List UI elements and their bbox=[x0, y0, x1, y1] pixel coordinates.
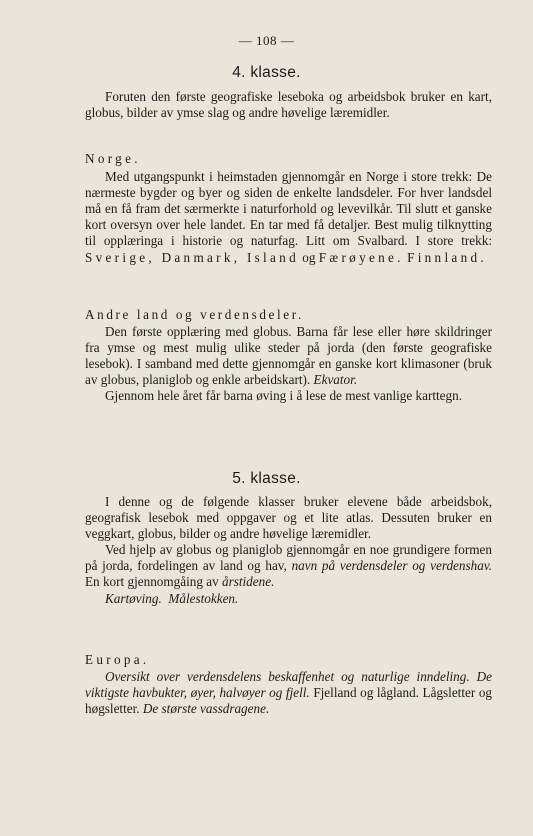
ekvator: Ekvator. bbox=[313, 372, 358, 388]
klasse-5-paragraph-2 bbox=[85, 542, 492, 590]
norge-label: Norge. bbox=[85, 151, 141, 166]
andre-land-section bbox=[85, 307, 492, 405]
og-word: og bbox=[302, 249, 316, 265]
heading-klasse-4: 4. klasse. bbox=[232, 64, 301, 81]
faeroyene: Færøyene. bbox=[318, 249, 404, 265]
europa-label: Europa. bbox=[85, 652, 150, 667]
heading-klasse-5: 5. klasse. bbox=[232, 470, 301, 487]
norge-text: Med utgangspunkt i heimstaden gjennomgår en Norge i store trekk: De nærmeste bygder og byer og siden de enkelte landsdeler. For hver landsdel må en få fram det særmerkte i naturforhold og levevilkår. Til slutt et ganske kort oversyn over hele landet. En tar med få detaljer. Best mulig tilknytting til opplæringa i historie og naturfag. Litt om Svalbard. I store trekk: bbox=[85, 169, 492, 249]
europa-italic-2: De største vassdragene. bbox=[142, 701, 270, 717]
para2-plain: Ved hjelp av globus og planiglob gjennomgår en noe grundigere formen på jorda, fordelingen av land og hav, bbox=[85, 542, 492, 574]
andre-land-label: Andre land og verdensdeler. bbox=[85, 307, 304, 322]
europa-plain: Fjelland og lågland. Lågsletter og høgsletter. bbox=[85, 685, 493, 717]
klasse-5-paragraph-1: I denne og de følgende klasser bruker elevene både arbeidsbok, geografisk lesebok med oppgaver og et lite atlas. Dessuten bruker en veggkart, globus, bilder og andre høvelige læremidler. bbox=[85, 494, 492, 542]
andre-land-paragraph-2: Gjennom hele året får barna øving i å lese de mest vanlige karttegn. bbox=[105, 388, 463, 404]
europa-paragraph bbox=[85, 669, 492, 717]
page-number: — 108 — bbox=[238, 33, 295, 48]
klasse-4-intro bbox=[85, 89, 492, 121]
para2-italic2: årstidene. bbox=[221, 574, 275, 590]
para2-plain2: En kort gjennomgåing av bbox=[85, 574, 219, 590]
norge-paragraph bbox=[85, 169, 492, 266]
countries-list: Sverige, Danmark, Island bbox=[85, 249, 299, 265]
europa-italic-1: Oversikt over verdensdelens beskaffenhet og naturlige inndeling. De viktigste havbukter, øyer, halvøyer og fjell. bbox=[85, 669, 492, 701]
andre-text-1: Den første opplæring med globus. Barna får lese eller høre skildringer fra ymse og mest mulig ulike steder på jorda (den første geografiske lesebok). I samband med dette gjennomgår en ganske kort klimasoner (bruk av globus, planiglob og enkle arbeidskart). bbox=[85, 324, 492, 388]
norge-section bbox=[85, 151, 492, 266]
para2-italic: navn på verdensdeler og verdenshav. bbox=[291, 558, 492, 574]
finnland: Finnland. bbox=[407, 249, 487, 265]
klasse-5-paragraph-3: Kartøving. Målestokken. bbox=[105, 590, 239, 606]
klasse-5-body bbox=[85, 494, 492, 607]
andre-land-paragraph-1 bbox=[85, 324, 492, 388]
intro-paragraph: Foruten den første geografiske leseboka og arbeidsbok bruker en kart, globus, bilder av ymse slag og andre høvelige læremidler. bbox=[85, 89, 492, 121]
europa-section bbox=[85, 652, 492, 717]
